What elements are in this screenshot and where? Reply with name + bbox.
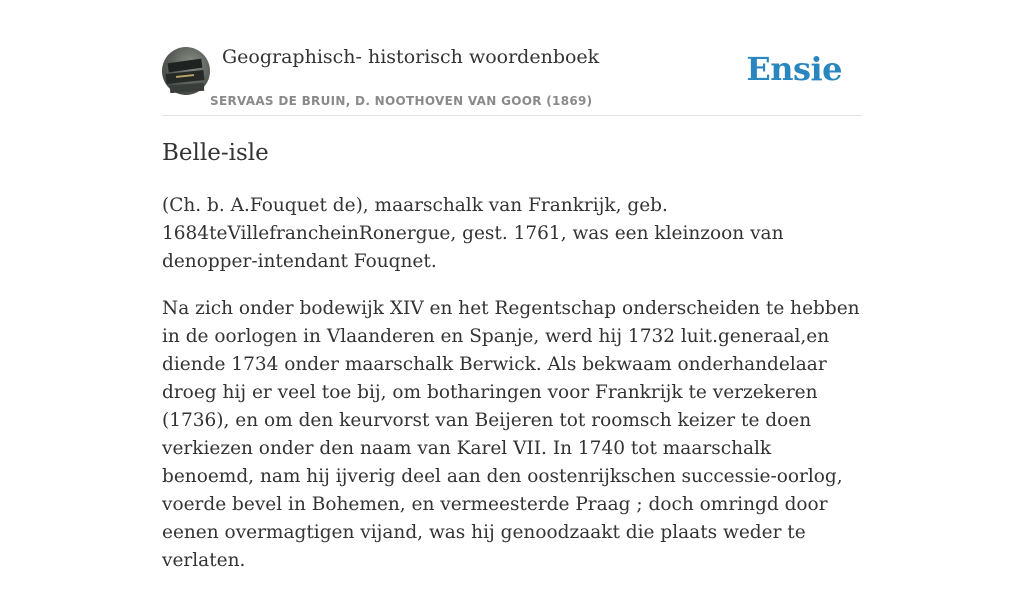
entry-paragraph: (Ch. b. A.Fouquet de), maarschalk van Frankrijk, geb. 1684teVillefrancheinRonergue, gest. 1761, was een kleinzoon van denopper-intendant Fouqnet. (162, 195, 784, 272)
book-title-link[interactable]: Geographisch- historisch woordenboek (222, 46, 600, 68)
entry-paragraph: Na zich onder bodewijk XIV en het Regentschap onderscheiden te hebben in de oorlogen in Vlaanderen en Spanje, werd hij 1732 luit.generaal,en diende 1734 onder maarschalk Berwick. Als bekwaam onderhandelaar droeg hij er veel toe bij, om botharingen voor Frankrijk te verzekeren (1736), en om den keurvorst van Beijeren tot roomsch keizer te doen verkiezen onder den naam van Karel VII. In 1740 tot maarschalk benoemd, nam hij ijverig deel aan den oostenrijkschen successie-oorlog, voerde bevel in Bohemen, en vermeesterde Praag ; doch omringd door eenen overmagtigen vijand, was hij genoodzaakt die plaats weder te verlaten. (162, 298, 860, 571)
book-cover-thumbnail[interactable] (162, 47, 210, 95)
book-spine-icon (170, 83, 204, 93)
entry-title: Belle-isle (162, 140, 269, 166)
entry-content (162, 192, 862, 594)
ensie-logo-link[interactable]: Ensie (746, 50, 842, 88)
book-authors: SERVAAS DE BRUIN, D. NOOTHOVEN VAN GOOR (1869) (210, 94, 593, 108)
book-header (162, 46, 862, 116)
